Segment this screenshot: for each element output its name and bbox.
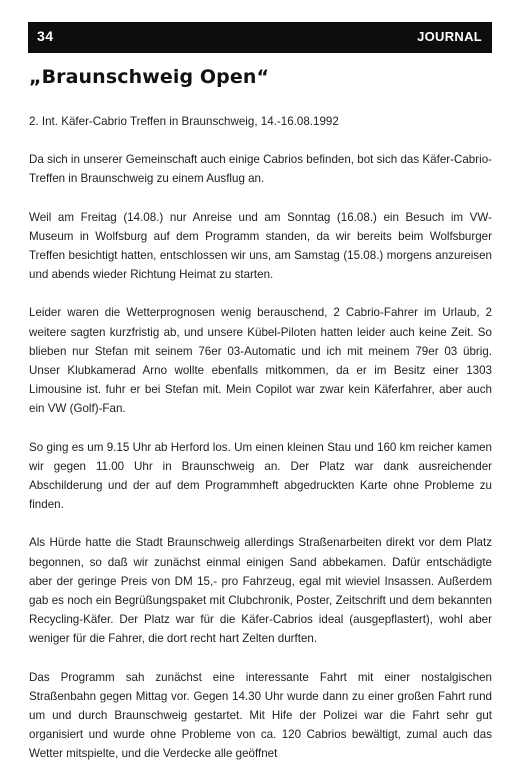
article-paragraph: Weil am Freitag (14.08.) nur Anreise und am Sonntag (16.08.) ein Besuch im VW-Museum in Wolfsburg auf dem Programm standen, da wir bereits beim Wolfsburger Treffen besichtigt hatten, entschlossen wir uns, am Samstag (15.08.) morgens anzureisen und abends wieder Richtung Heimat zu starten. bbox=[29, 210, 492, 282]
article-paragraph: Das Programm sah zunächst eine interessante Fahrt mit einer nostalgischen Straßenbahn gegen Mittag vor. Gegen 14.30 Uhr wurde dann zu einer großen Fahrt rund um und durch Braunschweig gestartet. Mit Hife der Polizei war die Fahrt sehr gut organisiert und wurde ohne Probleme von ca. 120 Cabrios bewältigt, zumal auch das Wetter mitspielte, und die Verdecke alle geöffnet bbox=[29, 670, 492, 761]
section-label: JOURNAL bbox=[417, 29, 482, 44]
article-body bbox=[29, 112, 492, 783]
article-subtitle: 2. Int. Käfer-Cabrio Treffen in Braunschweig, 14.-16.08.1992 bbox=[29, 115, 339, 128]
article-paragraph: Leider waren die Wetterprognosen wenig berauschend, 2 Cabrio-Fahrer im Urlaub, 2 weitere sagten kurzfristig ab, und unsere Kübel-Piloten hatten leider auch keine Zeit. So blieben nur Stefan mit seinem 76er 03-Automatic und ich mit meinem 79er 03 übrig. Unser Klubkamerad Arno wollte ebenfalls mitkommen, da er im Besitz einer 1303 Limousine ist. fuhr er bei Stefan mit. Mein Copilot war zwar kein Käferfahrer, aber auch ein VW (Golf)-Fan. bbox=[29, 306, 492, 416]
article-title: „Braunschweig Open“ bbox=[29, 66, 270, 88]
article-paragraph: So ging es um 9.15 Uhr ab Herford los. Um einen kleinen Stau und 160 km reicher kamen wir gegen 11.00 Uhr in Braunschweig an. Der Platz war dank ausreichender Abschilderung und der auf dem Programmheft abgedruckten Karte ohne Probleme zu finden. bbox=[29, 440, 492, 512]
page-number: 34 bbox=[37, 28, 54, 44]
article-paragraph: Da sich in unserer Gemeinschaft auch einige Cabrios befinden, bot sich das Käfer-Cabrio-Treffen in Braunschweig zu einem Ausflug an. bbox=[29, 153, 492, 186]
article-paragraph: Als Hürde hatte die Stadt Braunschweig allerdings Straßenarbeiten direkt vor dem Platz begonnen, so daß wir zunächst einmal einigen Sand abbekamen. Dafür entschädigte aber der geringe Preis von DM 15,- pro Fahrzeug, egal mit wieviel Insassen. Außerdem gab es noch ein Begrüßungspaket mit Clubchronik, Poster, Zeitschrift und dem bekannten Recycling-Käfer. Der Platz war für die Käfer-Cabrios ideal (ausgepflastert), wohl aber weniger für die Fahrer, die dort recht hart Zelten durften. bbox=[29, 536, 492, 646]
page-header-bar bbox=[28, 22, 492, 53]
